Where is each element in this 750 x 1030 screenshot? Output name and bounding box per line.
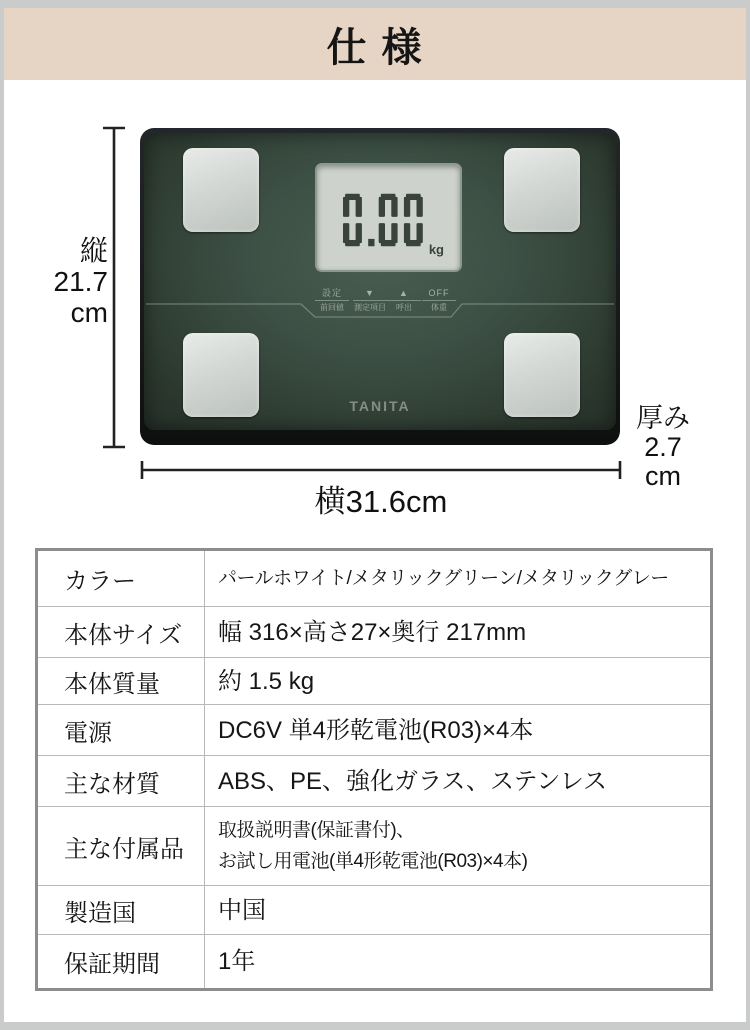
spec-label: 本体サイズ <box>38 607 205 657</box>
electrode-pad-top-right <box>504 148 580 232</box>
spec-label: 主な付属品 <box>38 807 205 885</box>
depth-dimension-label: 厚み 2.7 cm <box>636 403 690 491</box>
lcd-weight-value <box>343 192 427 248</box>
height-dimension-label: 縦 21.7 cm <box>53 235 108 328</box>
spec-value: DC6V 単4形乾電池(R03)×4本 <box>218 716 534 744</box>
spec-row <box>38 658 710 705</box>
button-top-label: OFF <box>428 288 450 298</box>
button-label-group <box>411 288 467 312</box>
spec-label: 主な材質 <box>38 756 205 806</box>
spec-value: 中国 <box>218 896 266 924</box>
spec-label: 本体質量 <box>38 658 205 704</box>
scale-glass-top <box>144 133 616 430</box>
lcd-unit-label: kg <box>428 242 444 257</box>
spec-value: パールホワイト/メタリックグリーン/メタリックグレー <box>218 568 669 589</box>
spec-label: 保証期間 <box>38 935 205 988</box>
button-top-label: ▲ <box>399 288 409 298</box>
button-bottom-label: 前回値 <box>320 303 344 312</box>
spec-row <box>38 607 710 658</box>
spec-row <box>38 756 710 807</box>
spec-value: 取扱説明書(保証書付)、 お試し用電池(単4形乾電池(R03)×4本) <box>218 820 528 872</box>
button-bottom-label: 呼出 <box>396 303 412 312</box>
lcd-display <box>315 163 462 272</box>
electrode-pad-top-left <box>183 148 259 232</box>
spec-row <box>38 935 710 988</box>
spec-value: ABS、PE、強化ガラス、ステンレス <box>218 767 608 795</box>
button-bottom-label: 測定項目 <box>354 303 386 312</box>
spec-table <box>35 548 713 991</box>
header <box>4 8 746 80</box>
brand-logo: TANITA <box>349 398 411 414</box>
button-top-label: ▼ <box>365 288 375 298</box>
page-content <box>4 8 746 1022</box>
spec-row <box>38 807 710 886</box>
spec-label: カラー <box>38 551 205 606</box>
product-image-scale <box>140 128 620 445</box>
spec-value: 幅 316×高さ27×奥行 217mm <box>218 618 527 646</box>
width-dimension-label: 横31.6cm <box>314 484 448 519</box>
spec-row <box>38 551 710 607</box>
spec-row <box>38 705 710 756</box>
button-top-label: 設定 <box>321 288 342 298</box>
spec-label: 製造国 <box>38 886 205 934</box>
spec-label: 電源 <box>38 705 205 755</box>
page-title: 仕 様 <box>326 25 424 70</box>
spec-value: 1年 <box>218 948 256 975</box>
spec-value: 約 1.5 kg <box>218 667 315 695</box>
spec-row <box>38 886 710 935</box>
button-divider <box>422 300 456 301</box>
product-figure <box>4 80 746 548</box>
button-bottom-label: 体重 <box>431 303 447 312</box>
